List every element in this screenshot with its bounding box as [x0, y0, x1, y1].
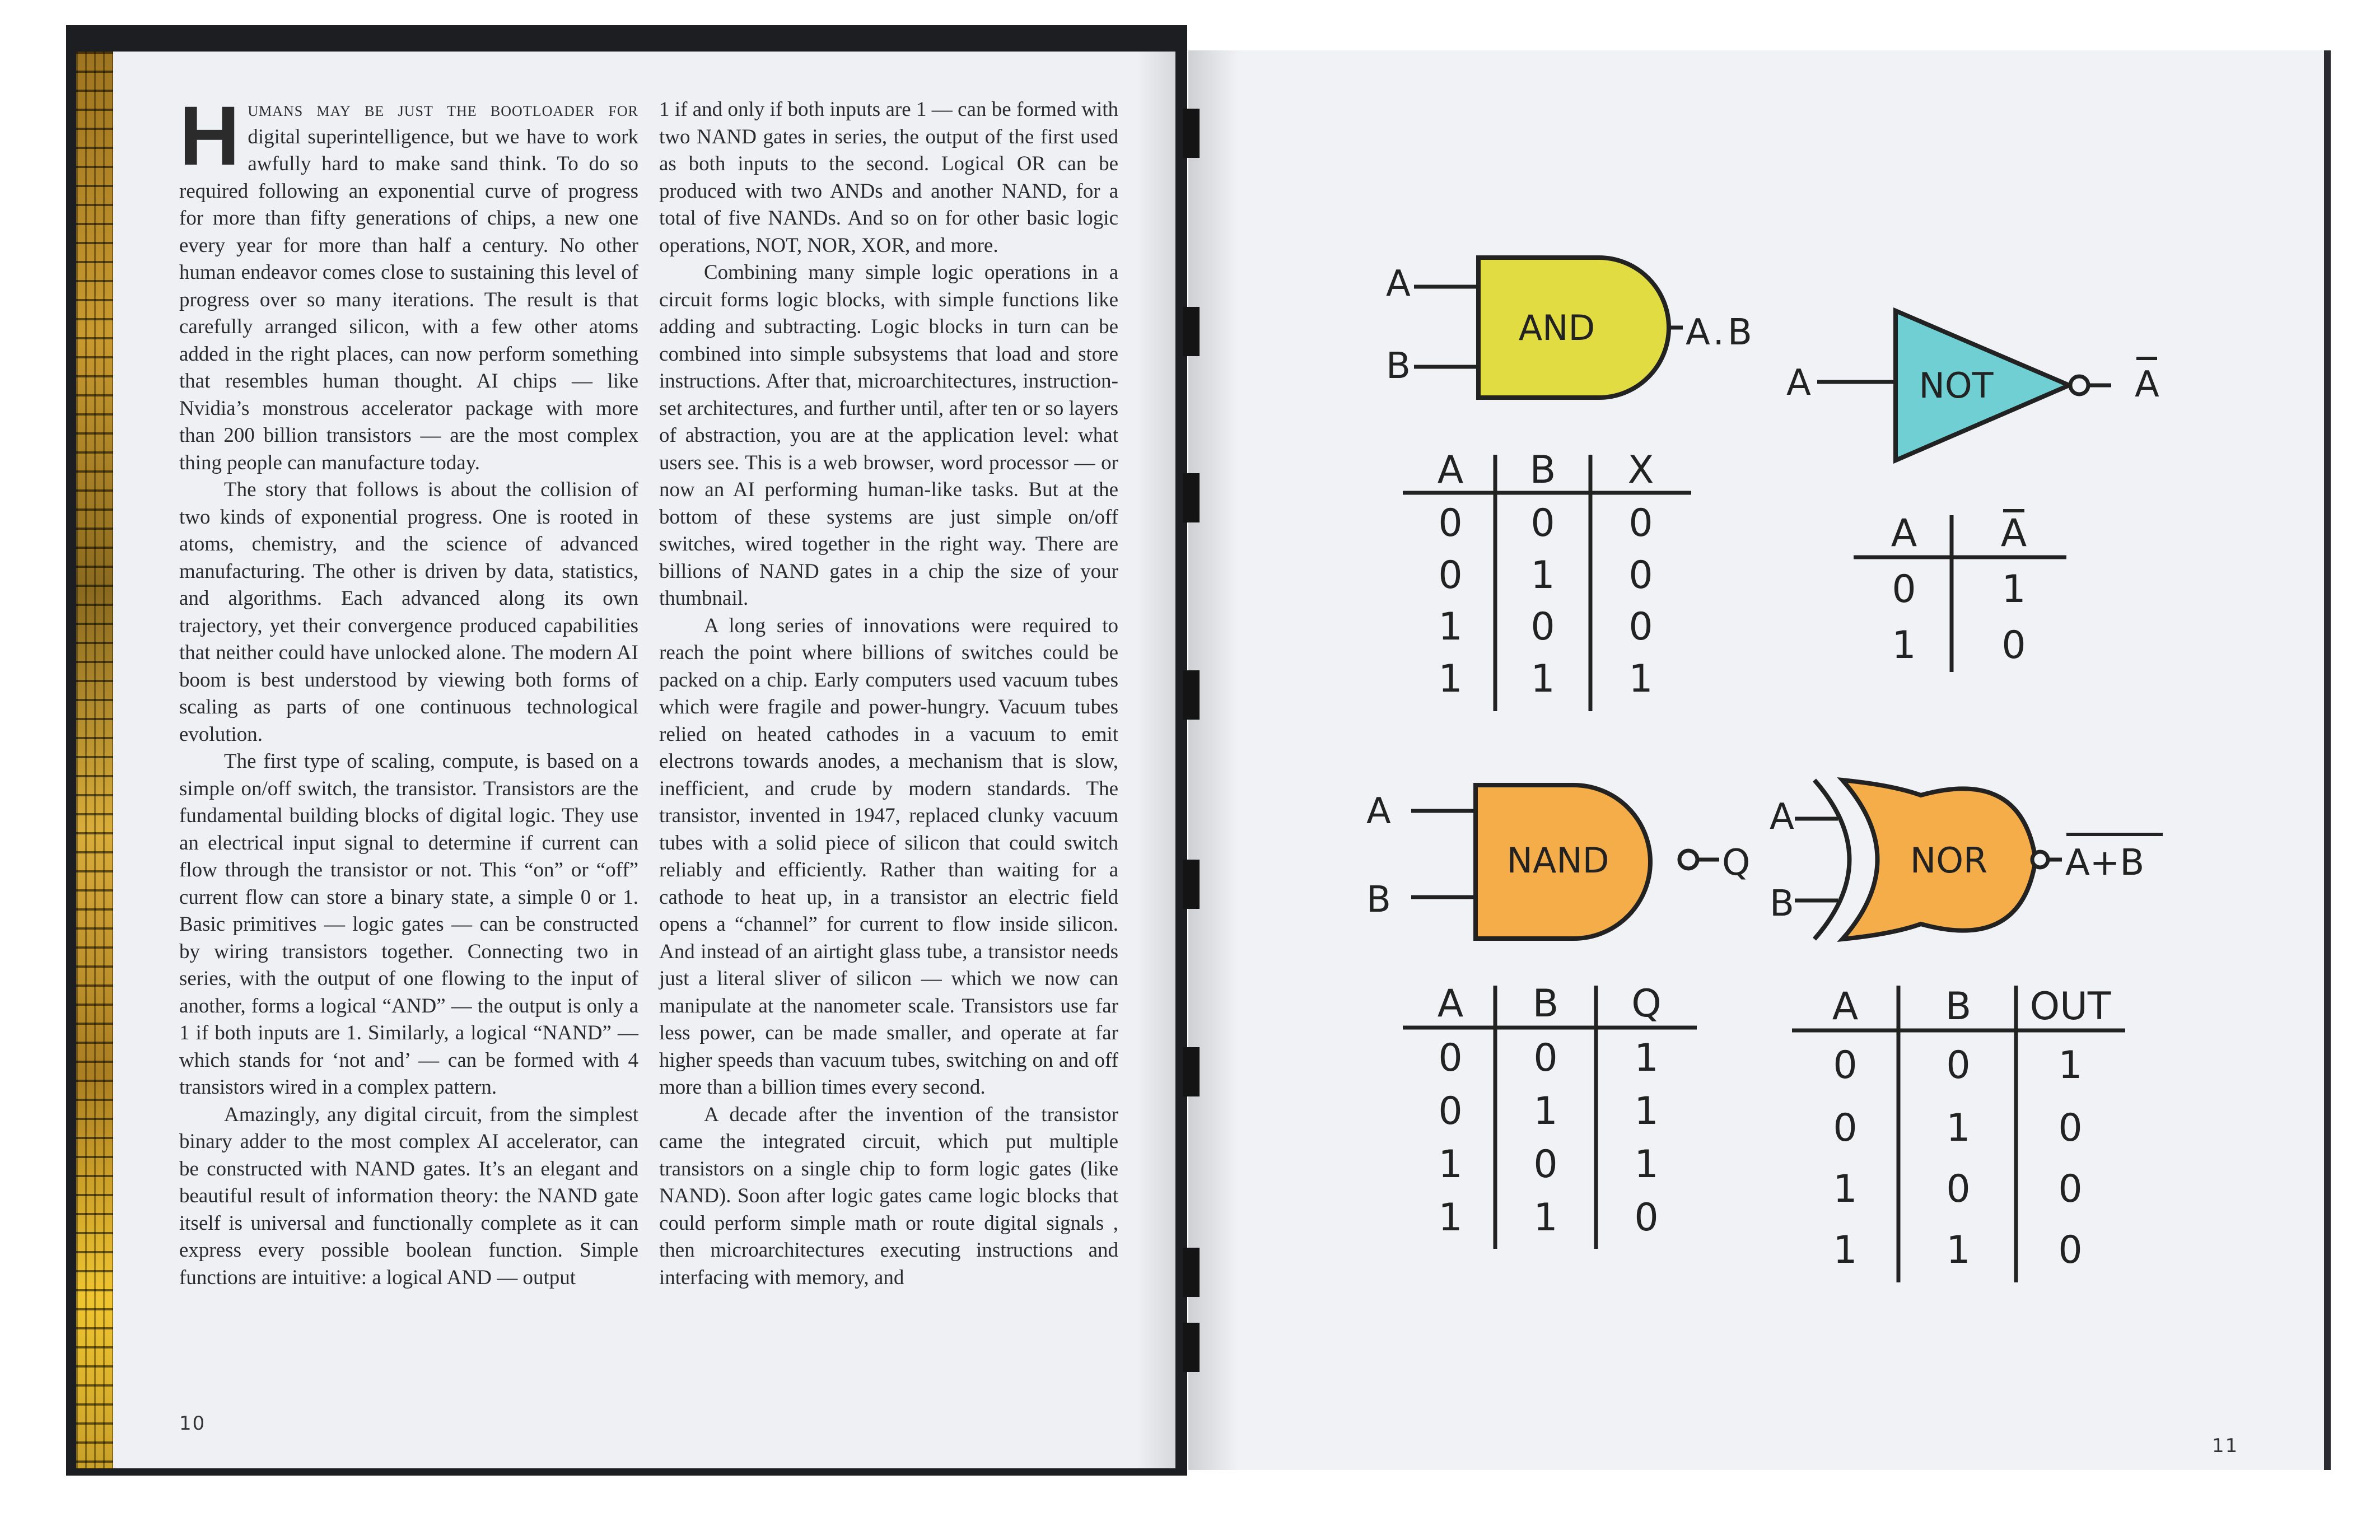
table-cell: 0: [1438, 553, 1463, 598]
nand-gate: [1366, 785, 1750, 939]
table-header: A: [1437, 982, 1464, 1026]
table-header: A: [1832, 984, 1859, 1029]
not-gate: [1786, 311, 2159, 460]
table-cell: 0: [1946, 1043, 1971, 1088]
paragraph: The story that follows is about the collision of two kinds of exponential progress. One is rooted in atoms, chemistry, and the science of advanced manufacturing. The other is driven by data, statistics, and algorithms. Each advanced along its own trajectory, yet their convergence produced capabilities that neither could have unlocked alone. The modern AI boom is best understood by viewing both forms of scaling as parts of one continuous technological evolution.: [179, 478, 638, 746]
nor-output-label: A+B: [2065, 842, 2145, 884]
table-cell: 0: [2058, 1228, 2083, 1272]
table-header: B: [1529, 448, 1556, 492]
paragraph: Combining many simple logic operations in a circuit forms logic blocks, with simple functions like adding and subtracting. Logic blocks in turn can be combined into simple subsystems that load and store instructions. After that, microarchitectures, instruction-set architectures, and further until, after ten or so layers of abstraction, you are at the application level: what users see. This is a web browser, word processor — or now an AI performing human-like tasks. But at the bottom of these systems are just simple on/off switches, wired together in the right way. There are billions of NAND gates in a chip the size of your thumbnail.: [659, 261, 1118, 610]
and-truth-table: [1403, 448, 1691, 711]
nor-gate-label: NOR: [1910, 840, 1988, 881]
table-header: OUT: [2029, 984, 2111, 1029]
nand-output-label: Q: [1722, 842, 1751, 884]
not-gate-label: NOT: [1919, 365, 1994, 406]
table-cell: 0: [1533, 1036, 1558, 1080]
table-cell: 0: [1833, 1106, 1858, 1150]
table-cell: 0: [1628, 553, 1653, 598]
table-cell: 0: [1530, 501, 1555, 545]
nor-input-b-label: B: [1770, 883, 1794, 925]
page-number-right: 11: [2212, 1435, 2239, 1457]
table-cell: 1: [1634, 1089, 1659, 1133]
drop-cap: H: [179, 88, 240, 183]
table-cell: 1: [1438, 605, 1463, 649]
table-cell: 0: [2001, 623, 2026, 668]
and-gate: [1386, 258, 1756, 398]
paragraph: A decade after the invention of the transistor came the integrated circuit, which put multiple transistors on a single chip to form logic gates (like NAND). Soon after logic gates came logic blocks that could perform simple math or route digital signals , then microarchitectures executing instructions and interfacing with memory, and: [659, 1103, 1118, 1289]
table-cell: 0: [1438, 1036, 1463, 1080]
lead-in-smallcaps: umans may be just the bootloader for: [248, 98, 638, 121]
table-cell: 1: [1533, 1089, 1558, 1133]
table-cell: 1: [1628, 657, 1653, 701]
not-input-label: A: [1786, 362, 1811, 404]
table-cell: 1: [1946, 1228, 1971, 1272]
and-output-label: A.B: [1686, 312, 1756, 353]
table-cell: 0: [1892, 567, 1916, 612]
table-cell: 1: [1634, 1036, 1659, 1080]
table-cell: 0: [1628, 501, 1653, 545]
table-header: A: [2000, 511, 2027, 556]
table-header: X: [1627, 448, 1654, 492]
not-inversion-bubble: [2070, 376, 2088, 394]
nand-input-b-label: B: [1366, 879, 1391, 921]
nor-input-a-label: A: [1770, 796, 1794, 838]
nand-inversion-bubble: [1679, 851, 1697, 869]
nor-inversion-bubble: [2032, 852, 2048, 867]
table-cell: 0: [1833, 1043, 1858, 1088]
and-input-a-label: A: [1386, 263, 1411, 305]
table-cell: 0: [1628, 605, 1653, 649]
table-cell: 1: [1530, 657, 1555, 701]
table-cell: 1: [1438, 1196, 1463, 1240]
table-cell: 1: [1833, 1167, 1858, 1211]
not-truth-table: [1854, 511, 2066, 672]
table-header: B: [1945, 984, 1972, 1029]
table-cell: 1: [1438, 657, 1463, 701]
table-cell: 1: [1833, 1228, 1858, 1272]
table-cell: 1: [1946, 1106, 1971, 1150]
table-cell: 1: [1634, 1142, 1659, 1187]
table-cell: 0: [1438, 1089, 1463, 1133]
nand-gate-label: NAND: [1506, 840, 1609, 881]
paragraph: Amazingly, any digital circuit, from the simplest binary adder to the most complex AI accelerator, can be constructed with NAND gates. It’s an elegant and beautiful result of information theory: the NAND gate itself is universal and functionally complete as it can express every possible boolean function. Simple functions are intuitive: a logical AND — output: [179, 1103, 638, 1289]
page-number-left: 10: [179, 1412, 206, 1435]
and-gate-label: AND: [1518, 307, 1595, 348]
table-cell: 1: [2058, 1043, 2083, 1088]
nor-truth-table: [1792, 984, 2125, 1282]
table-cell: 0: [1533, 1142, 1558, 1187]
nand-truth-table: [1403, 982, 1697, 1249]
table-cell: 0: [1946, 1167, 1971, 1211]
table-header: Q: [1631, 982, 1662, 1026]
table-cell: 1: [2001, 567, 2026, 612]
paragraph-text: digital superintelligence, but we have to work awfully hard to make sand think. To do so required following an exponential curve of progress for more than fifty generations of chips, a new one every year for more than half a century. No other human endeavor comes close to sustaining this level of progress over so many iterations. The result is that carefully arranged silicon, with a few other atoms added in the right places, can now perform something that resembles human thought. AI chips — like Nvidia’s monstrous accelerator package with more than 200 billion transistors — are the most complex thing people can manufacture today.: [179, 125, 638, 474]
table-header: A: [1891, 511, 1917, 556]
table-cell: 0: [1438, 501, 1463, 545]
table-cell: 0: [1634, 1196, 1659, 1240]
table-cell: 0: [2058, 1167, 2083, 1211]
paragraph: The first type of scaling, compute, is based on a simple on/off switch, the transistor. Transistors are the fundamental building blocks of digital logic. They use an electrical input signal to determine if current can flow through the transistor or not. This “on” or “off” current flow can store a binary state, a simple 0 or 1. Basic primitives — logic gates — can be constructed by wiring transistors together. Connecting two in series, with the output of one flowing to the input of another, forms a logical “AND” — the output is only a 1 if both inputs are 1. Similarly, a logical “NAND” — which stands for ‘not and’ — can be formed with 4 transistors wired in a complex pattern.: [179, 750, 638, 1099]
table-cell: 1: [1438, 1142, 1463, 1187]
paragraph: 1 if and only if both inputs are 1 — can be formed with two NAND gates in series, the output of the first used as both inputs to the second. Logical OR can be produced with two ANDs and another NAND, for a total of five NANDs. And so on for other basic logic operations, NOT, NOR, XOR, and more.: [659, 98, 1118, 257]
table-cell: 1: [1892, 623, 1916, 668]
and-input-b-label: B: [1386, 346, 1411, 387]
not-output-label: A: [2135, 364, 2159, 405]
nand-input-a-label: A: [1366, 791, 1391, 832]
table-cell: 0: [2058, 1106, 2083, 1150]
nor-back-curve: [1814, 780, 1850, 939]
table-cell: 0: [1530, 605, 1555, 649]
table-header: A: [1437, 448, 1464, 492]
table-cell: 1: [1530, 553, 1555, 598]
table-header: B: [1532, 982, 1559, 1026]
nor-gate: [1770, 780, 2163, 939]
table-cell: 1: [1533, 1196, 1558, 1240]
paragraph: A long series of innovations were required to reach the point where billions of switches could be packed on a chip. Early computers used vacuum tubes which were fragile and power-hungry. Vacuum tubes relied on heated cathodes in a vacuum to emit electrons towards anodes, a mechanism that is slow, inefficient, and crude by modern standards. The transistor, invented in 1947, replaced clunky vacuum tubes with a solid piece of silicon that could switch reliably and efficiently. Rather than waiting for a cathode to heat up, in a transistor an electric field opens a “channel” for current to flow inside silicon. And instead of an airtight glass tube, a transistor needs just a literal sliver of silicon — which we now can manipulate at the nanometer scale. Transistors use far less power, can be made smaller, and operate at far higher speeds than vacuum tubes, switching on and off more than a billion times every second.: [659, 614, 1118, 1099]
